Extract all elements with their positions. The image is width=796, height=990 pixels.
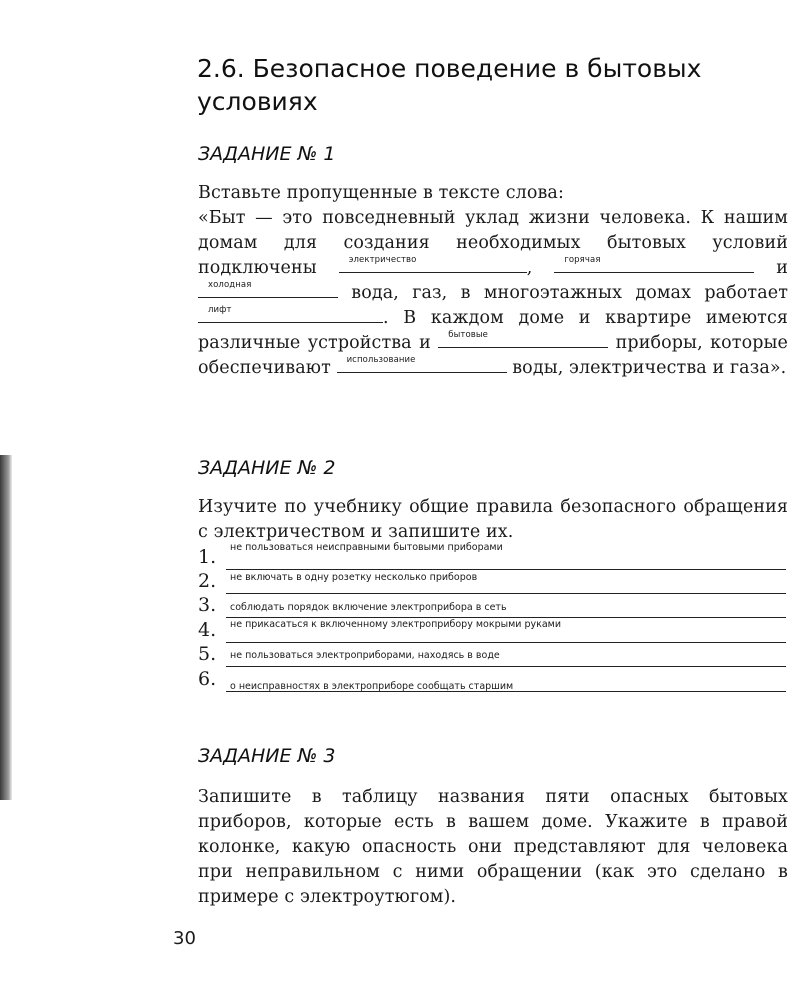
rule-text: соблюдать порядок включение электроприбора в сеть: [230, 602, 507, 613]
rule-text: не включать в одну розетку несколько приборов: [230, 572, 478, 583]
task3-intro: Запишите в таблицу названия пяти опасных бытовых приборов, которые есть в вашем доме. Укажите в правой колонке, какую опасность они представляют для человека при неправильном с ними обращении (как это сделано в примере с электроутюгом).: [198, 787, 788, 907]
text: ,: [526, 258, 533, 278]
answer: использование: [346, 355, 416, 365]
answer: горячая: [564, 255, 601, 265]
task1-text: [198, 181, 788, 381]
text: воды, электричества и газа».: [512, 358, 787, 378]
answer: холодная: [208, 280, 252, 290]
answer-blank-3[interactable]: [198, 281, 338, 298]
rule-row[interactable]: [198, 667, 786, 692]
rule-row[interactable]: [198, 593, 786, 618]
rule-number: 6.: [198, 668, 217, 690]
rule-text: не пользоваться электроприборами, находясь в воде: [230, 650, 500, 661]
section-title: 2.6. Безопасное поведение в бытовых условиях: [197, 54, 702, 116]
task2-heading: ЗАДАНИЕ № 2: [198, 457, 336, 479]
rule-number: 5.: [198, 643, 217, 665]
answer: лифт: [208, 305, 232, 315]
text: . В каждом доме и квартире имеются различные устройства и: [198, 308, 788, 353]
rule-row[interactable]: [198, 618, 786, 643]
rule-number: 2.: [198, 570, 217, 592]
rule-number: 1.: [198, 546, 217, 568]
text: приборы, которые обеспечивают: [198, 333, 788, 378]
rule-text: о неисправностях в электроприборе сообщать старшим: [230, 681, 514, 692]
task1-heading: ЗАДАНИЕ № 1: [198, 143, 336, 165]
rule-text: не прикасаться к включенному электроприбору мокрыми руками: [230, 619, 562, 630]
rule-text: не пользоваться неисправными бытовыми приборами: [230, 542, 503, 553]
text: вода, газ, в многоэтажных домах работает: [351, 283, 788, 303]
answer-blank-1[interactable]: [339, 256, 527, 273]
rule-number: 4.: [198, 619, 217, 641]
task3-heading: ЗАДАНИЕ № 3: [198, 745, 336, 767]
page-number: 30: [173, 928, 196, 949]
rule-row[interactable]: [198, 569, 786, 594]
text: и: [776, 258, 788, 278]
answer: бытовые: [448, 330, 489, 340]
task1-intro: Вставьте пропущенные в тексте слова:: [198, 183, 564, 203]
underline: [226, 691, 786, 692]
rule-row[interactable]: [198, 542, 786, 570]
answer-blank-4[interactable]: [198, 306, 383, 323]
scan-edge-shadow: [0, 455, 12, 800]
answer-blank-5[interactable]: [438, 331, 608, 348]
answer: электричество: [348, 255, 417, 265]
answer-blank-2[interactable]: [554, 256, 754, 273]
task2-intro: Изучите по учебнику общие правила безопасного обращения с электричеством и запишите их.: [198, 497, 788, 542]
text: «Быт — это повседневный уклад жизни человека. К нашим домам для создания необходимых бытовых условий подключены: [198, 208, 788, 278]
answer-blank-6[interactable]: [337, 356, 507, 373]
rule-number: 3.: [198, 594, 217, 616]
rule-row[interactable]: [198, 642, 786, 667]
